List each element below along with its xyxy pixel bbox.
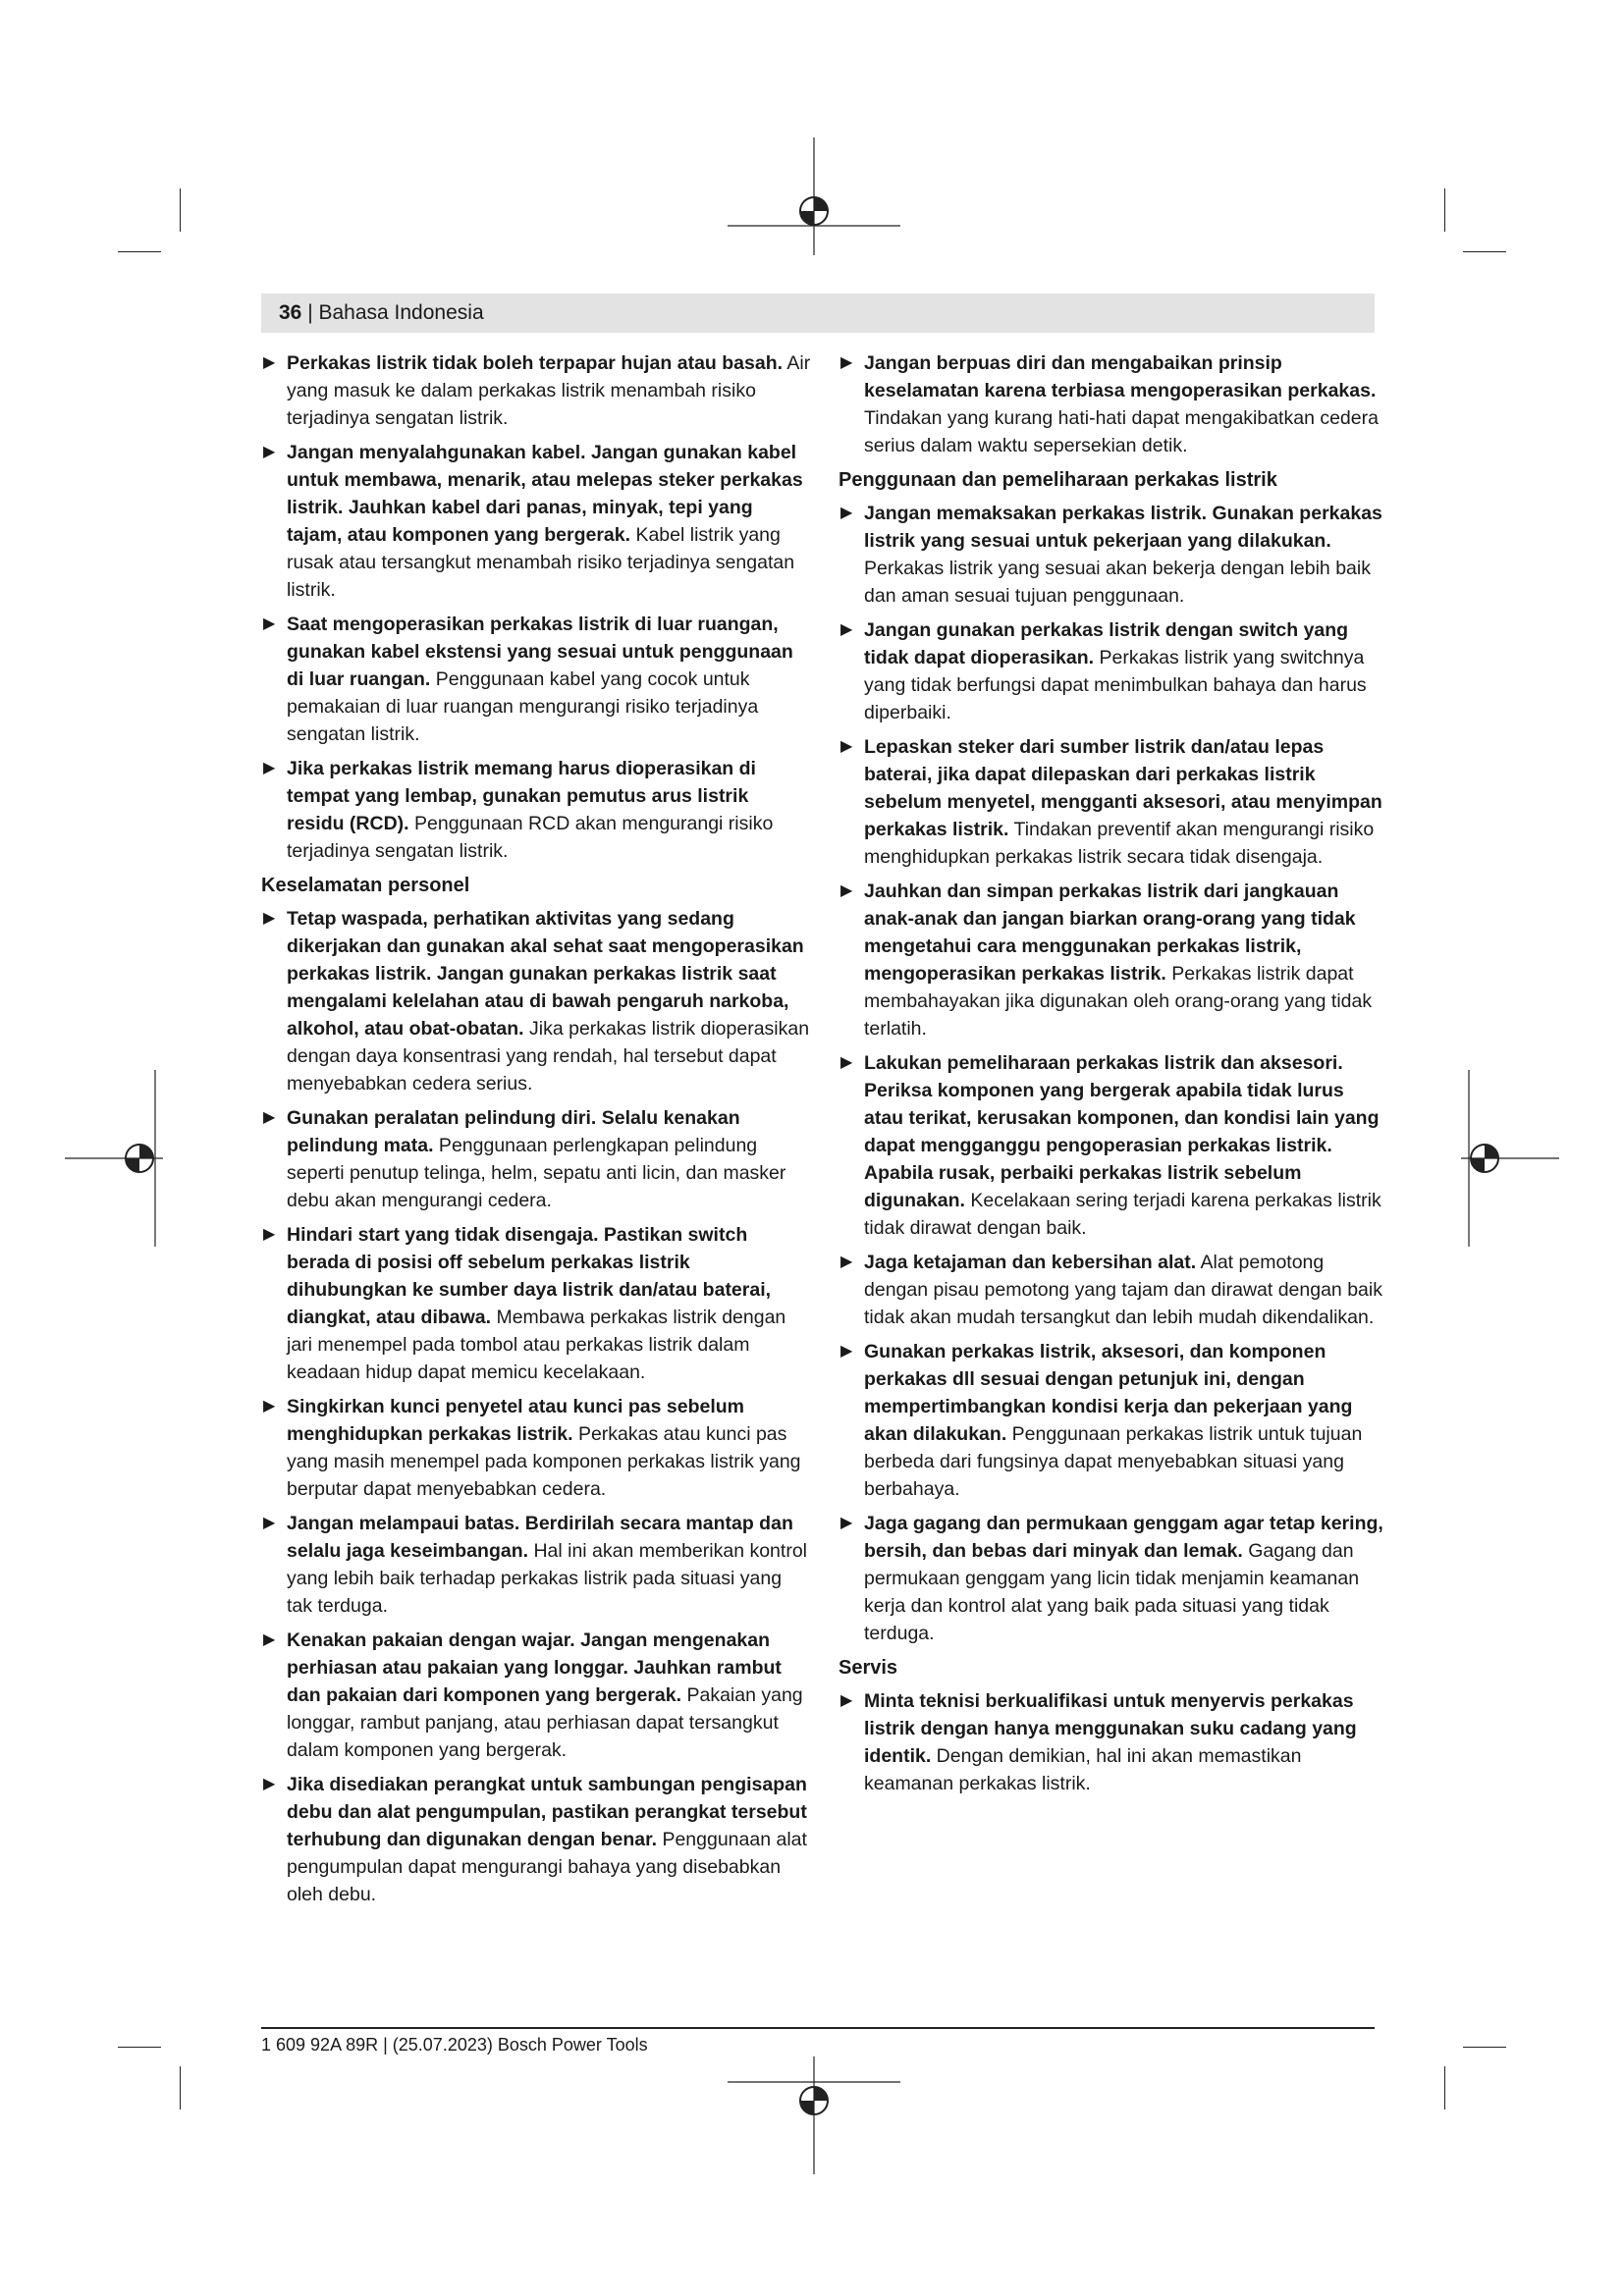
bullet-arrow-icon: ▶: [840, 354, 853, 371]
safety-item: [261, 1221, 811, 1386]
bullet-arrow-icon: ▶: [840, 882, 853, 899]
crop-mark: [118, 2047, 161, 2048]
safety-item: [261, 1393, 811, 1503]
bullet-arrow-icon: ▶: [840, 1343, 853, 1360]
item-normal-text: Hal ini akan memberikan kontrol yang lebih baik terhadap perkakas listrik pada situasi yang tak terduga.: [287, 1540, 807, 1617]
item-normal-text: Penggunaan perkakas listrik untuk tujuan berbeda dari fungsinya dapat menyebabkan situasi yang berbahaya.: [864, 1423, 1363, 1500]
crop-mark: [1463, 2047, 1506, 2048]
safety-item: [261, 1627, 811, 1764]
item-bold-text: Gunakan perkakas listrik, aksesori, dan komponen perkakas dll sesuai dengan petunjuk ini, dengan mempertimbangkan kondisi kerja dan pekerjaan yang akan dilakukan.: [864, 1341, 1353, 1445]
left-column: [261, 349, 811, 1915]
bullet-arrow-icon: ▶: [840, 1692, 853, 1709]
item-bold-text: Singkirkan kunci penyetel atau kunci pas sebelum menghidupkan perkakas listrik.: [287, 1396, 744, 1445]
bullet-arrow-icon: ▶: [263, 1109, 276, 1126]
item-bold-text: Jauhkan dan simpan perkakas listrik dari jangkauan anak-anak dan jangan biarkan orang-orang yang tidak mengetahui cara menggunakan perkakas listrik, mengoperasikan perkakas listrik.: [864, 881, 1356, 985]
header-language: Bahasa Indonesia: [318, 301, 484, 324]
safety-item: [839, 500, 1384, 610]
page-footer: 1 609 92A 89R | (25.07.2023) Bosch Power Tools: [261, 2035, 648, 2055]
bullet-arrow-icon: ▶: [263, 444, 276, 460]
bullet-arrow-icon: ▶: [263, 615, 276, 632]
item-bold-text: Jangan gunakan perkakas listrik dengan switch yang tidak dapat dioperasikan.: [864, 619, 1349, 668]
item-normal-text: Penggunaan alat pengumpulan dapat mengurangi bahaya yang disebabkan oleh debu.: [287, 1829, 807, 1905]
crop-mark: [118, 251, 161, 252]
item-bold-text: Jangan memaksakan perkakas listrik. Gunakan perkakas listrik yang sesuai untuk pekerjaan yang dilakukan.: [864, 503, 1382, 552]
item-bold-text: Jaga gagang dan permukaan genggam agar tetap kering, bersih, dan bebas dari minyak dan lemak.: [864, 1513, 1383, 1562]
safety-item: [261, 755, 811, 865]
item-normal-text: Perkakas listrik yang sesuai akan bekerja dengan lebih baik dan aman sesuai tujuan penggunaan.: [864, 558, 1371, 607]
crop-mark: [1463, 251, 1506, 252]
safety-item: [261, 905, 811, 1097]
item-normal-text: Dengan demikian, hal ini akan memastikan keamanan perkakas listrik.: [864, 1745, 1302, 1794]
item-bold-text: Minta teknisi berkualifikasi untuk menyervis perkakas listrik dengan hanya menggunakan suku cadang yang identik.: [864, 1690, 1357, 1767]
crop-mark: [180, 188, 181, 232]
item-normal-text: Penggunaan kabel yang cocok untuk pemakaian di luar ruangan mengurangi risiko terjadinya sengatan listrik.: [287, 668, 759, 745]
bullet-arrow-icon: ▶: [840, 1254, 853, 1270]
item-bold-text: Jaga ketajaman dan kebersihan alat.: [864, 1252, 1197, 1273]
item-bold-text: Tetap waspada, perhatikan aktivitas yang sedang dikerjakan dan gunakan akal sehat saat mengoperasikan perkakas listrik. Jangan gunakan perkakas listrik saat mengalami kelelahan atau di bawah pengaruh narkoba, alkohol, atau obat-obatan.: [287, 908, 804, 1040]
item-bold-text: Jangan berpuas diri dan mengabaikan prinsip keselamatan karena terbiasa mengoperasikan perkakas.: [864, 352, 1377, 401]
right-items-a: [839, 349, 1384, 459]
section-heading-penggunaan: Penggunaan dan pemeliharaan perkakas listrik: [839, 469, 1277, 491]
item-bold-text: Gunakan peralatan pelindung diri. Selalu kenakan pelindung mata.: [287, 1107, 740, 1156]
bullet-arrow-icon: ▶: [840, 1054, 853, 1071]
right-items-c: [839, 1687, 1384, 1797]
item-normal-text: Kecelakaan sering terjadi karena perkakas listrik tidak dirawat dengan baik.: [864, 1190, 1381, 1239]
safety-item: [261, 1771, 811, 1908]
bullet-arrow-icon: ▶: [263, 1631, 276, 1648]
item-bold-text: Lakukan pemeliharaan perkakas listrik dan aksesori. Periksa komponen yang bergerak apabila tidak lurus atau terikat, kerusakan komponen, dan kondisi lain yang dapat mengganggu pengoperasian perkakas listrik. Apabila rusak, perbaiki perkakas listrik sebelum digunakan.: [864, 1052, 1380, 1211]
item-normal-text: Penggunaan RCD akan mengurangi risiko terjadinya sengatan listrik.: [287, 813, 774, 862]
safety-item: [839, 733, 1384, 871]
item-normal-text: Air yang masuk ke dalam perkakas listrik menambah risiko terjadinya sengatan listrik.: [287, 352, 811, 429]
item-normal-text: Tindakan preventif akan mengurangi risiko menghidupkan perkakas listrik secara tidak disengaja.: [864, 819, 1375, 868]
registration-mark-right: [1461, 1070, 1559, 1247]
crosshair-registration-icon: [728, 2056, 900, 2174]
right-column: [839, 349, 1384, 1804]
safety-item: [839, 1249, 1384, 1331]
safety-item: [839, 616, 1384, 726]
item-normal-text: Perkakas listrik dapat membahayakan jika digunakan oleh orang-orang yang tidak terlatih.: [864, 963, 1373, 1040]
bullet-arrow-icon: ▶: [840, 505, 853, 521]
registration-mark-left: [65, 1070, 163, 1247]
item-normal-text: Membawa perkakas listrik dengan jari menempel pada tombol atau perkakas listrik dalam keadaan hidup dapat memicu kecelakaan.: [287, 1307, 786, 1383]
page-number: 36: [279, 301, 302, 324]
item-bold-text: Jangan melampaui batas. Berdirilah secara mantap dan selalu jaga keseimbangan.: [287, 1513, 793, 1562]
left-items-b: [261, 905, 811, 1908]
item-bold-text: Jika disediakan perangkat untuk sambungan pengisapan debu dan alat pengumpulan, pastikan perangkat tersebut terhubung dan digunakan dengan benar.: [287, 1774, 807, 1850]
item-normal-text: Pakaian yang longgar, rambut panjang, atau perhiasan dapat tersangkut dalam komponen yang bergerak.: [287, 1684, 803, 1761]
bullet-arrow-icon: ▶: [263, 1515, 276, 1531]
safety-item: [839, 1338, 1384, 1503]
left-items-a: [261, 349, 811, 865]
footer-rule: [261, 2027, 1375, 2029]
bullet-arrow-icon: ▶: [840, 1515, 853, 1531]
safety-item: [261, 349, 811, 432]
bullet-arrow-icon: ▶: [840, 621, 853, 638]
item-normal-text: Perkakas listrik yang switchnya yang tidak berfungsi dapat menimbulkan bahaya dan harus diperbaiki.: [864, 647, 1367, 723]
crop-mark: [180, 2066, 181, 2109]
item-bold-text: Jangan menyalahgunakan kabel. Jangan gunakan kabel untuk membawa, menarik, atau melepas steker perkakas listrik. Jauhkan kabel dari panas, minyak, tepi yang tajam, atau komponen yang bergerak.: [287, 442, 803, 546]
crosshair-registration-icon: [1461, 1070, 1559, 1247]
item-normal-text: Tindakan yang kurang hati-hati dapat mengakibatkan cedera serius dalam waktu sepersekian detik.: [864, 407, 1379, 456]
item-bold-text: Hindari start yang tidak disengaja. Pastikan switch berada di posisi off sebelum perkakas listrik dihubungkan ke sumber daya listrik dan/atau baterai, diangkat, atau dibawa.: [287, 1224, 772, 1328]
safety-item: [261, 1104, 811, 1214]
item-normal-text: Perkakas atau kunci pas yang masih menempel pada komponen perkakas listrik yang berputar dapat menyebabkan cedera.: [287, 1423, 801, 1500]
item-normal-text: Kabel listrik yang rusak atau tersangkut menambah risiko terjadinya sengatan listrik.: [287, 524, 795, 601]
crop-mark: [1444, 188, 1445, 232]
safety-item: [261, 611, 811, 748]
crosshair-registration-icon: [65, 1070, 163, 1247]
safety-item: [839, 349, 1384, 459]
header-separator: |: [301, 301, 319, 324]
right-items-b: [839, 500, 1384, 1647]
bullet-arrow-icon: ▶: [263, 1398, 276, 1415]
header-text: [279, 301, 484, 325]
registration-mark-bottom: [728, 2056, 900, 2174]
bullet-arrow-icon: ▶: [263, 1776, 276, 1792]
item-normal-text: Jika perkakas listrik dioperasikan dengan daya konsentrasi yang rendah, hal tersebut dapat menyebabkan cedera serius.: [287, 1018, 810, 1095]
item-normal-text: Alat pemotong dengan pisau pemotong yang tajam dan dirawat dengan baik tidak akan mudah tersangkut dan lebih mudah dikendalikan.: [864, 1252, 1382, 1328]
item-bold-text: Jika perkakas listrik memang harus dioperasikan di tempat yang lembap, gunakan pemutus arus listrik residu (RCD).: [287, 758, 756, 834]
safety-item: [261, 439, 811, 604]
item-normal-text: Penggunaan perlengkapan pelindung seperti penutup telinga, helm, sepatu anti licin, dan masker debu akan mengurangi cedera.: [287, 1135, 786, 1211]
section-heading-servis: Servis: [839, 1657, 898, 1679]
item-bold-text: Perkakas listrik tidak boleh terpapar hujan atau basah.: [287, 352, 784, 374]
safety-item: [839, 878, 1384, 1042]
bullet-arrow-icon: ▶: [263, 1226, 276, 1243]
registration-mark-top: [728, 137, 900, 255]
item-bold-text: Lepaskan steker dari sumber listrik dan/atau lepas baterai, jika dapat dilepaskan dari perkakas listrik sebelum menyetel, mengganti aksesori, atau menyimpan perkakas listrik.: [864, 736, 1382, 840]
safety-item: [839, 1049, 1384, 1242]
bullet-arrow-icon: ▶: [263, 910, 276, 927]
item-bold-text: Kenakan pakaian dengan wajar. Jangan mengenakan perhiasan atau pakaian yang longgar. Jauhkan rambut dan pakaian dari komponen yang bergerak.: [287, 1629, 782, 1706]
safety-item: [839, 1510, 1384, 1647]
bullet-arrow-icon: ▶: [263, 760, 276, 776]
item-normal-text: Gagang dan permukaan genggam yang licin tidak menjamin keamanan kerja dan kontrol alat yang baik pada situasi yang tidak terduga.: [864, 1540, 1360, 1644]
bullet-arrow-icon: ▶: [263, 354, 276, 371]
bullet-arrow-icon: ▶: [840, 738, 853, 755]
safety-item: [839, 1687, 1384, 1797]
crosshair-registration-icon: [728, 137, 900, 255]
safety-item: [261, 1510, 811, 1620]
page-header: [261, 294, 1375, 333]
crop-mark: [1444, 2066, 1445, 2109]
item-bold-text: Saat mengoperasikan perkakas listrik di luar ruangan, gunakan kabel ekstensi yang sesuai untuk penggunaan di luar ruangan.: [287, 614, 793, 690]
section-heading-personel: Keselamatan personel: [261, 875, 470, 896]
